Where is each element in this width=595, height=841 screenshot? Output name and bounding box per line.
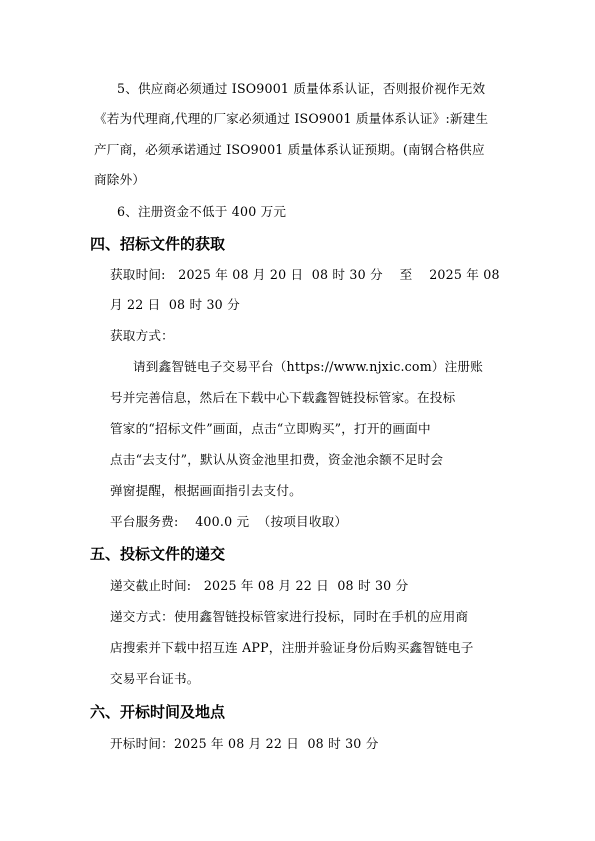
submission-method-line-3: 交易平台证书。 (110, 671, 200, 686)
acquisition-paragraph-line-1: 请到鑫智链电子交易平台（https://www.njxic.com）注册账 (133, 359, 484, 374)
submission-method-line-1: 递交方式：使用鑫智链投标管家进行投标，同时在手机的应用商 (110, 609, 469, 624)
section-5-heading: 五、投标文件的递交 (90, 545, 226, 563)
platform-service-fee: 平台服务费: 400.0 元 （按项目收取） (110, 514, 348, 529)
submission-method-line-2: 店搜索并下载中招互连 APP，注册并验证身份后购买鑫智链电子 (110, 640, 474, 655)
requirement-5-line-4: 商除外） (94, 172, 146, 187)
acquisition-paragraph-line-4: 点击“去支付”，默认从资金池里扣费，资金池余额不足时会 (110, 452, 444, 467)
requirement-5-line-1: 5、供应商必须通过 ISO9001 质量体系认证，否则报价视作无效 (117, 81, 486, 96)
section-6-heading: 六、开标时间及地点 (90, 703, 226, 721)
acquisition-time-line-2: 月 22 日 08 时 30 分 (110, 297, 240, 312)
acquisition-paragraph-line-5: 弹窗提醒，根据画面指引去支付。 (110, 483, 302, 498)
acquisition-paragraph-line-3: 管家的“招标文件”画面，点击“立即购买”，打开的画面中 (110, 421, 431, 436)
requirement-6: 6、注册资金不低于 400 万元 (117, 204, 287, 219)
acquisition-method-label: 获取方式： (110, 328, 174, 343)
acquisition-paragraph-line-2: 号并完善信息，然后在下载中心下载鑫智链投标管家。在投标 (110, 390, 456, 405)
acquisition-time-line-1: 获取时间: 2025 年 08 月 20 日 08 时 30 分 至 2025 年 08 (110, 267, 500, 282)
section-4-heading: 四、招标文件的获取 (90, 235, 226, 253)
requirement-5-line-3: 产厂商，必须承诺通过 ISO9001 质量体系认证预期。(南钢合格供应 (94, 142, 485, 157)
submission-deadline: 递交截止时间: 2025 年 08 月 22 日 08 时 30 分 (110, 578, 409, 593)
bid-opening-time: 开标时间：2025 年 08 月 22 日 08 时 30 分 (110, 736, 379, 751)
requirement-5-line-2: 《若为代理商,代理的厂家必须通过 ISO9001 质量体系认证》:新建生 (94, 111, 489, 126)
